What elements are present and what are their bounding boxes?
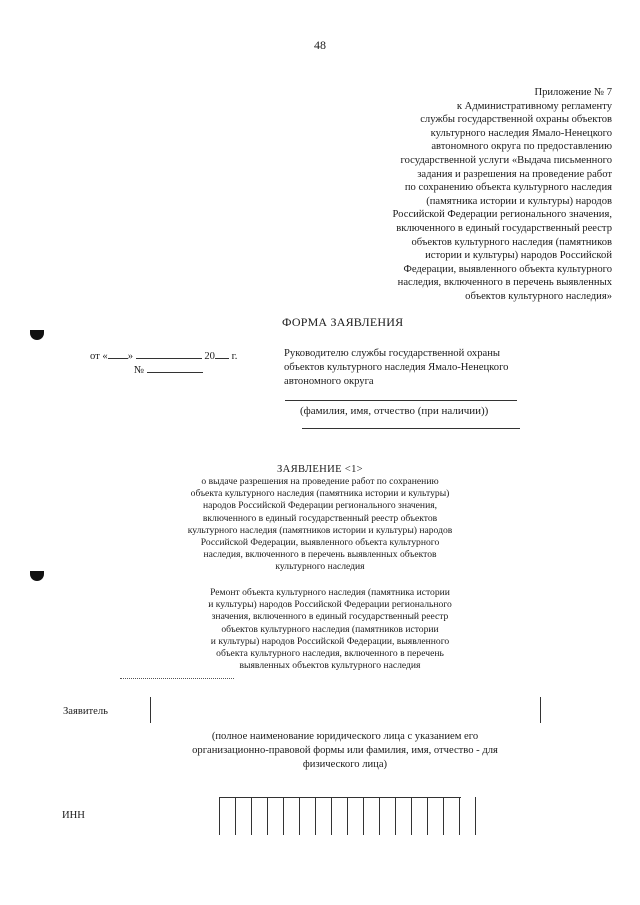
appendix-line: Приложение № 7 [534, 87, 612, 98]
subject-line: наследия, включенного в перечень выявленных объектов [203, 549, 437, 561]
appendix-line: Российской Федерации регионального значения, [392, 209, 612, 221]
inn-digit-cell[interactable] [299, 797, 315, 835]
work-type-line: и культуры) народов Российской Федерации регионального [208, 599, 452, 611]
inn-field[interactable] [219, 797, 476, 835]
applicant-label: Заявитель [63, 706, 109, 717]
subject-line: Российской Федерации, выявленного объекта культурного [200, 537, 440, 549]
recipient-line: объектов культурного наследия Ямало-Ненецкого [284, 361, 509, 373]
recipient-fio-field[interactable] [285, 400, 517, 401]
work-type-line: выявленных объектов культурного наследия [239, 660, 421, 672]
applicant-caption-line: организационно-правовой формы или фамилия, имя, отчество - для [192, 745, 498, 756]
date-prefix: от « [90, 351, 108, 362]
appendix-header [312, 86, 612, 304]
inn-digit-cell[interactable] [331, 797, 347, 835]
date-mid: » [127, 351, 134, 362]
applicant-field-right-border [540, 697, 541, 723]
date-line [90, 347, 237, 362]
inn-digit-cell[interactable] [363, 797, 379, 835]
application-title: ЗАЯВЛЕНИЕ <1> [277, 464, 363, 475]
subject-line: включенного в единый государственный реестр объектов [202, 512, 438, 524]
appendix-line: автономного округа по предоставлению [431, 141, 612, 153]
inn-digit-cell[interactable] [443, 797, 459, 835]
appendix-line: культурного наследия Ямало-Ненецкого [430, 127, 612, 139]
appendix-line: государственной услуги «Выдача письменного [400, 154, 612, 166]
inn-digit-cell[interactable] [427, 797, 443, 835]
date-year: 20 [204, 351, 215, 362]
scan-mark [30, 330, 44, 340]
form-title: ФОРМА ЗАЯВЛЕНИЯ [282, 315, 404, 329]
work-type-line: значения, включенного в единый государственный реестр [211, 611, 449, 623]
work-type-line: объектов культурного наследия (памятников истории [221, 623, 439, 635]
number-label: № [134, 365, 145, 376]
appendix-line: объектов культурного наследия» [465, 290, 612, 302]
applicant-field[interactable] [151, 697, 539, 723]
number-field[interactable] [147, 361, 203, 373]
applicant-caption-line: (полное наименование юридического лица с указанием его [211, 731, 479, 742]
subject-line: объекта культурного наследия (памятника истории и культуры) [190, 488, 450, 500]
work-type-line: и культуры) народов Российской Федерации, выявленного [210, 635, 450, 647]
inn-digit-cell[interactable] [283, 797, 299, 835]
recipient-extra-field[interactable] [302, 428, 520, 429]
appendix-line: объектов культурного наследия (памятников [411, 236, 612, 248]
inn-digit-cell[interactable] [395, 797, 411, 835]
application-subject [150, 476, 490, 574]
inn-digit-cell[interactable] [267, 797, 283, 835]
appendix-line: службы государственной охраны объектов [420, 114, 612, 126]
inn-digit-cell[interactable] [251, 797, 267, 835]
page-number: 48 [314, 38, 326, 52]
scan-mark [30, 571, 44, 581]
year-field[interactable] [215, 347, 229, 359]
work-type-line: объекта культурного наследия, включенного в перечень [216, 648, 444, 660]
recipient-line: автономного округа [284, 375, 374, 387]
day-field[interactable] [108, 347, 128, 359]
inn-digit-cell[interactable] [315, 797, 331, 835]
subject-line: культурного наследия (памятников истории и культуры) народов [187, 524, 453, 536]
work-type-line: Ремонт объекта культурного наследия (памятника истории [210, 587, 450, 598]
appendix-line: по сохранению объекта культурного наследия [404, 182, 612, 194]
inn-digit-cell[interactable] [347, 797, 363, 835]
subject-line: народов Российской Федерации регионального значения, [202, 500, 438, 512]
footnote-separator [120, 678, 234, 679]
appendix-line: включенного в единый государственный реестр [396, 222, 612, 234]
recipient-block [284, 347, 584, 388]
work-type [160, 587, 500, 672]
inn-digit-cell[interactable] [459, 797, 476, 835]
appendix-line: наследия, включенного в перечень выявленных [397, 277, 612, 289]
inn-label: ИНН [62, 810, 85, 821]
appendix-line: Федерации, выявленного объекта культурного [403, 263, 612, 275]
inn-digit-cell[interactable] [379, 797, 395, 835]
inn-digit-cell[interactable] [235, 797, 251, 835]
inn-digit-cell[interactable] [411, 797, 427, 835]
appendix-line: к Административному регламенту [456, 100, 612, 112]
subject-line: о выдаче разрешения на проведение работ по сохранению [201, 476, 439, 487]
appendix-line: (памятника истории и культуры) народов [426, 195, 612, 207]
subject-line: культурного наследия [275, 561, 365, 573]
month-field[interactable] [136, 347, 202, 359]
date-suffix: г. [231, 351, 238, 362]
applicant-caption [150, 730, 540, 772]
inn-digit-cell[interactable] [219, 797, 235, 835]
fio-caption: (фамилия, имя, отчество (при наличии)) [300, 405, 489, 417]
recipient-line: Руководителю службы государственной охраны [284, 348, 501, 359]
applicant-caption-line: физического лица) [302, 759, 388, 770]
number-line [134, 361, 203, 376]
appendix-line: задания и разрешения на проведение работ [417, 168, 612, 180]
appendix-line: истории и культуры) народов Российской [425, 250, 612, 262]
